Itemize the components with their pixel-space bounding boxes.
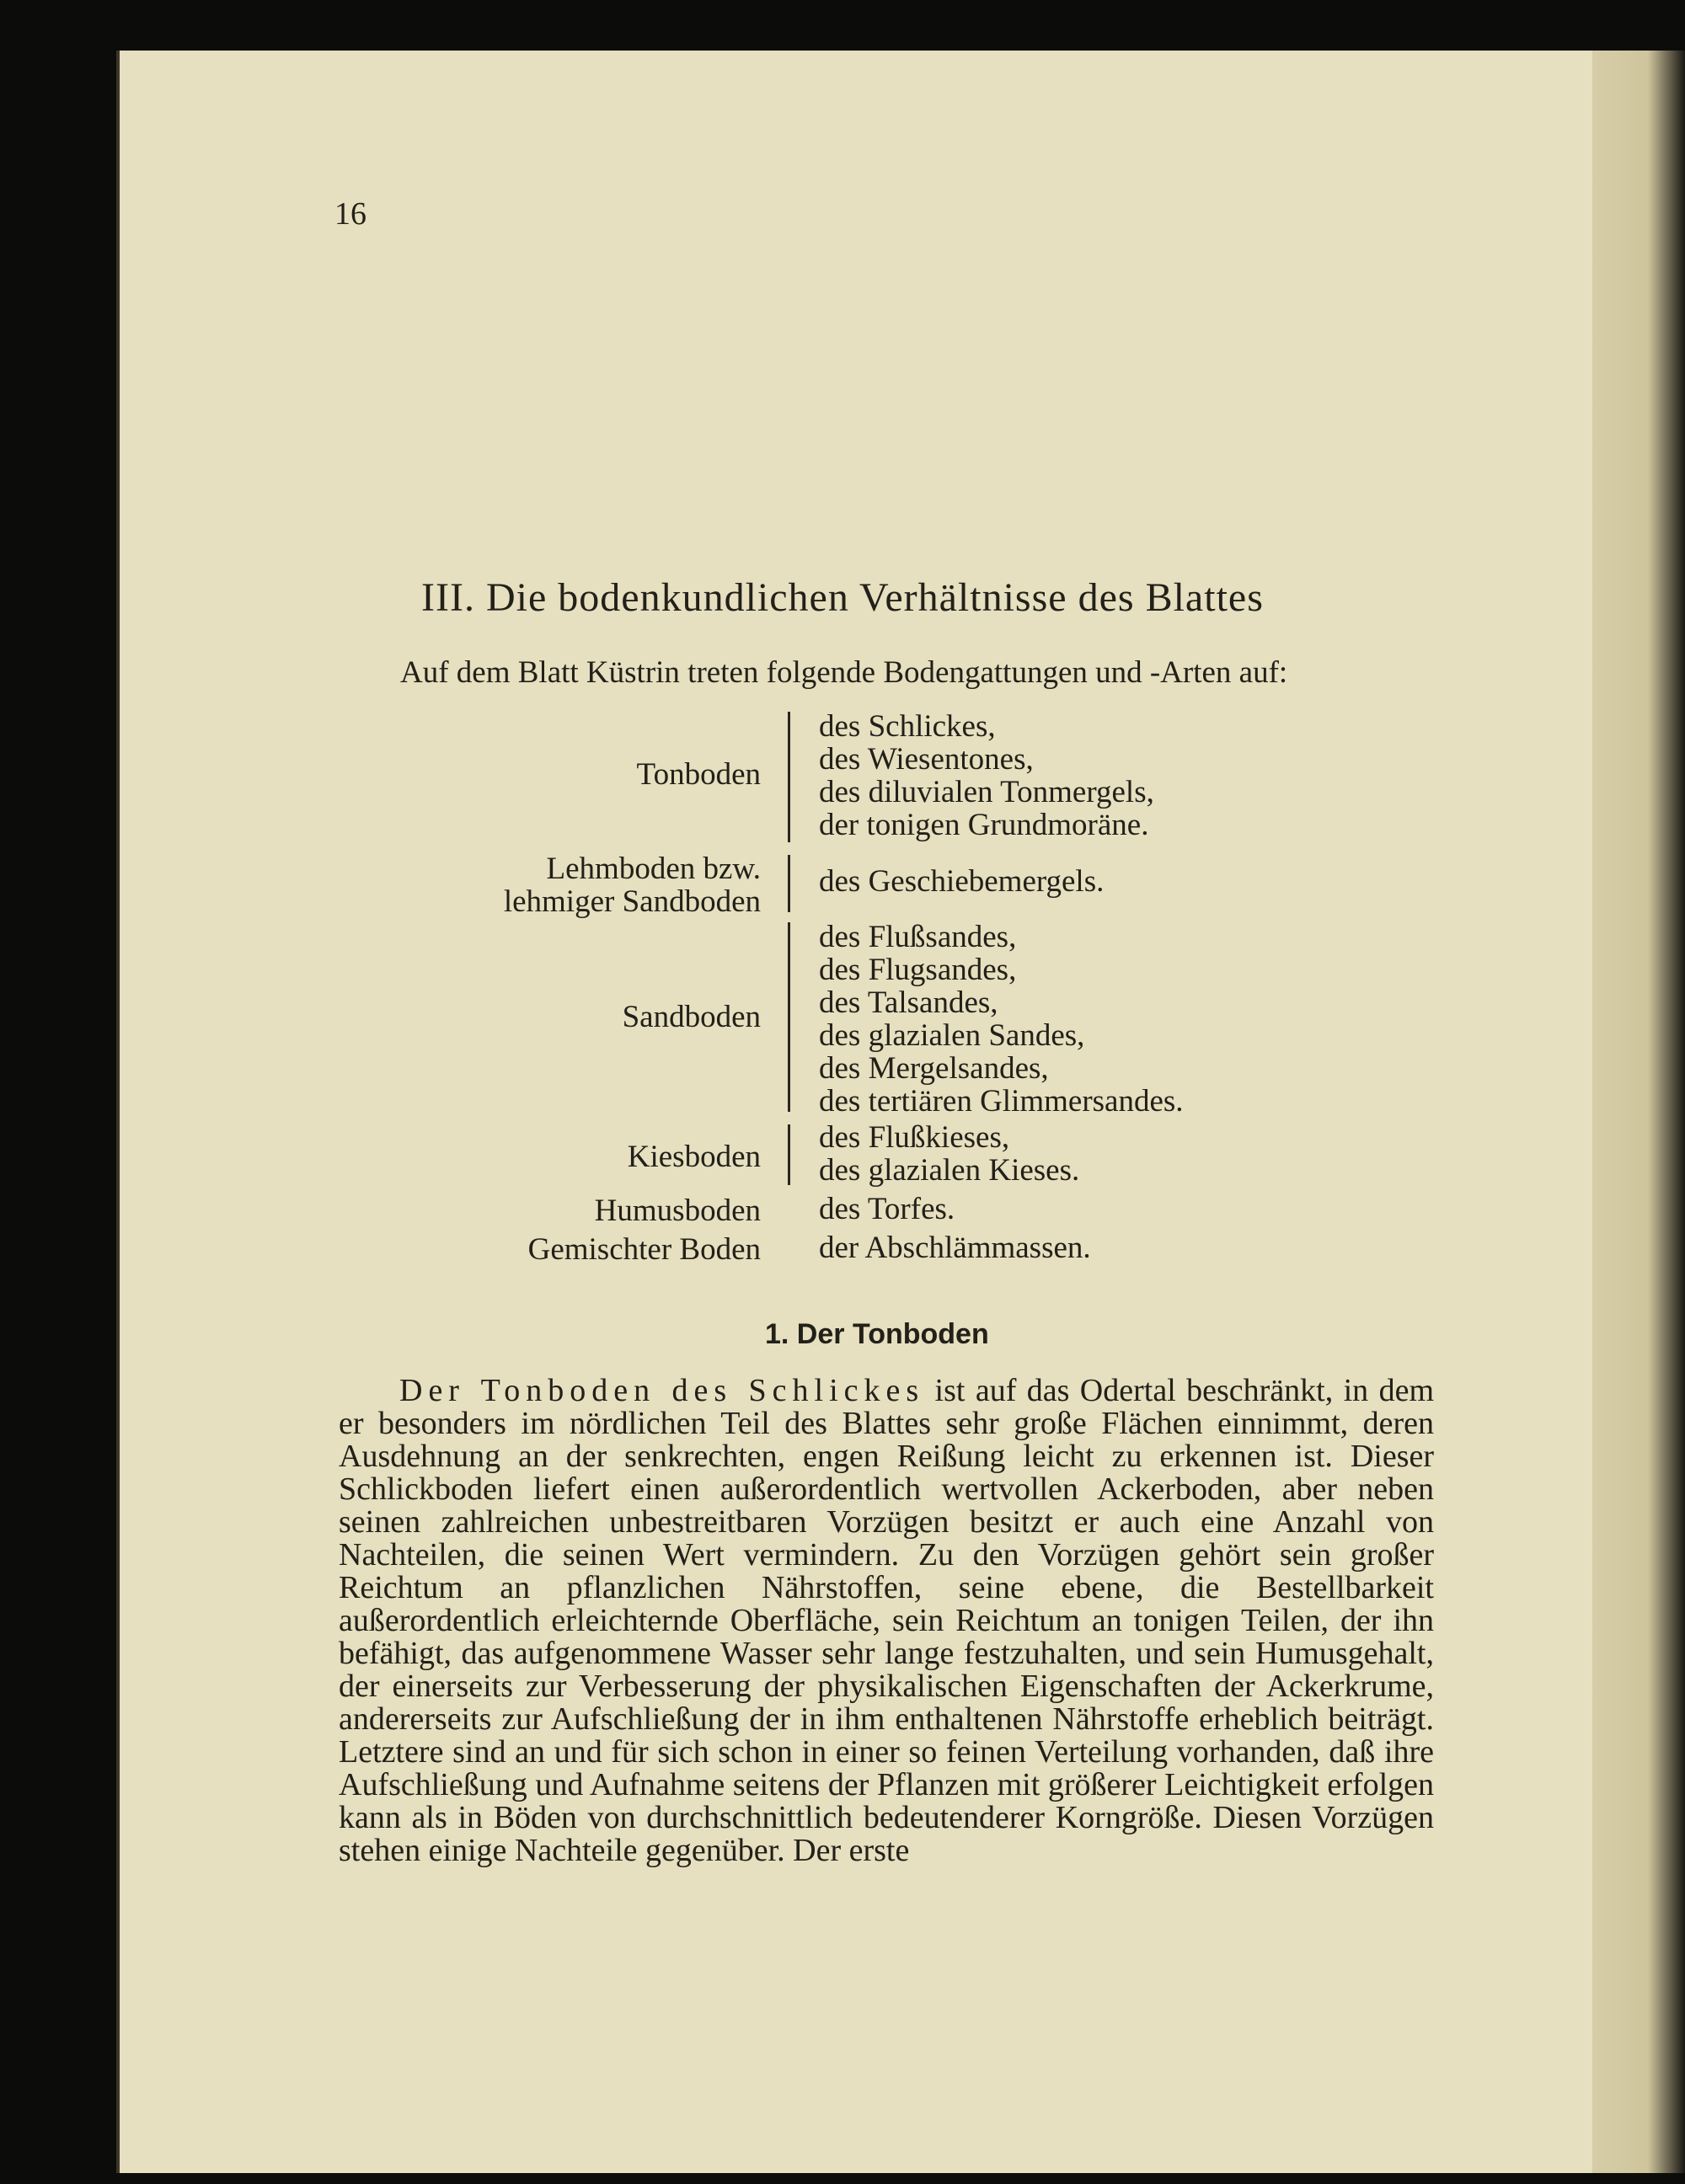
group-item: des Geschiebemergels. [819, 864, 1105, 899]
group-label: Humusboden [594, 1193, 761, 1228]
body-paragraph [339, 1375, 1434, 1867]
group-item: des diluvialen Tonmergels, [819, 775, 1154, 809]
group-item: des Wiesentones, [819, 742, 1034, 777]
group-item: des Flußsandes, [819, 920, 1017, 954]
group-item: des Flugsandes, [819, 953, 1017, 987]
brace [788, 855, 790, 912]
group-item: der Abschlämmassen. [819, 1231, 1091, 1265]
group-label: lehmiger Sandboden [503, 884, 761, 919]
group-label: Lehmboden bzw. [546, 852, 761, 886]
group-item: der tonigen Grundmoräne. [819, 808, 1149, 842]
group-item: des Schlickes, [819, 709, 996, 744]
group-item: des glazialen Sandes, [819, 1018, 1085, 1053]
group-label: Sandboden [622, 1000, 761, 1034]
group-item: des tertiären Glimmersandes. [819, 1084, 1184, 1119]
group-item: des glazialen Kieses. [819, 1153, 1080, 1188]
brace [788, 712, 790, 842]
brace [788, 922, 790, 1112]
spaced-lead-in: Der Tonboden des Schlickes [399, 1373, 925, 1408]
group-label: Tonboden [636, 757, 761, 792]
group-label: Kiesboden [627, 1140, 761, 1174]
section-title: 1. Der Tonboden [765, 1318, 989, 1350]
group-item: des Torfes. [819, 1192, 955, 1226]
page-number: 16 [334, 196, 366, 232]
paragraph-text: ist auf das Odertal beschränkt, in dem er besonders im nördlichen Teil des Blattes sehr große Flächen einnimmt, deren Ausdehnung an der senkrechten, engen Reißung leicht zu erkennen ist. Dieser Schlickboden liefert einen außerordentlich wertvollen Ackerboden, aber neben seinen zahlreichen unbestreitbaren Vorzügen besitzt er auch eine Anzahl von Nachteilen, die seinen Wert vermindern. Zu den Vorzügen gehört sein großer Reichtum an pflanzlichen Nährstoffen, seine ebene, die Bestellbarkeit außerordentlich erleichternde Oberfläche, sein Reichtum an tonigen Teilen, der ihn befähigt, das aufgenommene Wasser sehr lange festzuhalten, und sein Humusgehalt, der einerseits zur Verbesserung der physikalischen Eigenschaften der Ackerkrume, andererseits zur Aufschließung der in ihm enthaltenen Nährstoffe erheblich beiträgt. Letztere sind an und für sich schon in einer so feinen Verteilung vorhanden, daß ihre Aufschließung und Aufnahme seitens der Pflanzen mit größerer Leichtigkeit erfolgen kann als in Böden von durchschnittlich bedeutenderer Korngröße. Diesen Vorzügen stehen einige Nachteile gegenüber. Der erste [339, 1373, 1434, 1868]
group-item: des Flußkieses, [819, 1120, 1010, 1155]
intro-line: Auf dem Blatt Küstrin treten folgende Bodengattungen und -Arten auf: [400, 655, 1288, 690]
page-gutter [1592, 51, 1685, 2173]
group-item: des Talsandes, [819, 985, 998, 1020]
chapter-heading: III. Die bodenkundlichen Verhältnisse des Blattes [421, 575, 1264, 620]
group-item: des Mergelsandes, [819, 1051, 1049, 1086]
brace [788, 1124, 790, 1185]
group-label: Gemischter Boden [527, 1232, 761, 1267]
